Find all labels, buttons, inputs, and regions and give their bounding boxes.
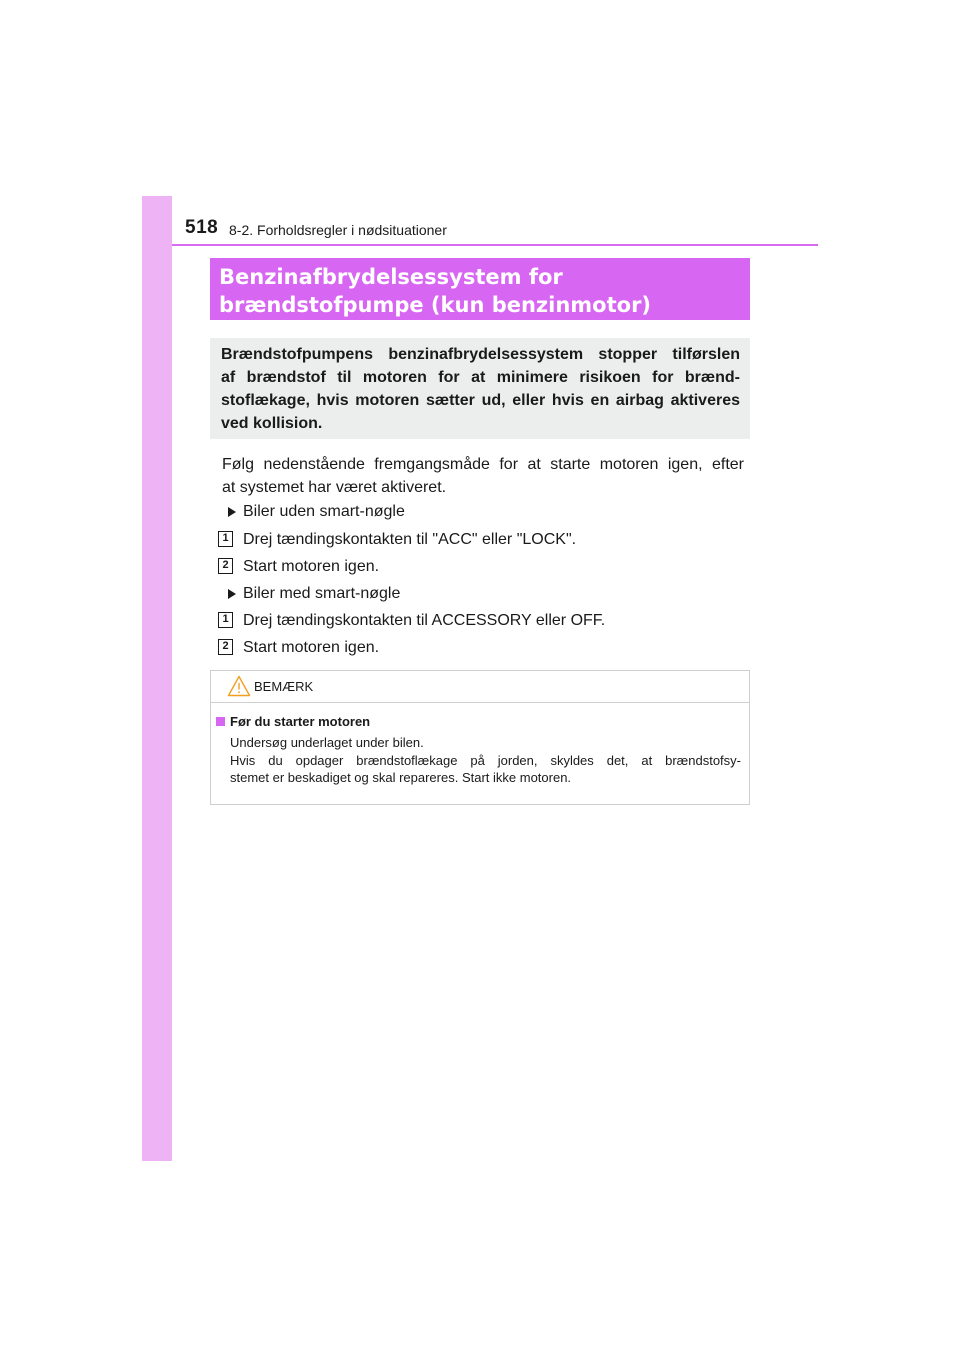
intro-paragraph (222, 453, 744, 499)
summary-line: ved kollision. (221, 415, 323, 432)
step-number-badge: 1 (218, 531, 233, 547)
summary-line: af brændstof til motoren for at minimere risikoen for brænd- (221, 369, 740, 386)
square-bullet-icon (216, 717, 225, 726)
procedure-step (0, 609, 960, 633)
page-number: 518 (185, 217, 219, 238)
notice-body-line: stemet er beskadiget og skal repareres. Start ikke motoren. (230, 770, 572, 785)
notice-title: Før du starter motoren (230, 714, 371, 729)
step-text: Start motoren igen. (243, 639, 380, 656)
triangle-bullet-icon (228, 507, 236, 517)
warning-triangle-icon (227, 675, 251, 697)
summary-line: stoflækage, hvis motoren sætter ud, eller hvis en airbag aktiveres (221, 392, 740, 409)
section-title-line: Benzinafbrydelsessystem for (219, 265, 563, 289)
step-number-badge: 2 (218, 639, 233, 655)
breadcrumb: 8-2. Forholdsregler i nødsituationer (229, 222, 447, 238)
summary-line: Brændstofpumpens benzinafbrydelsessystem stopper tilførslen (221, 346, 740, 363)
section-title-line: brændstofpumpe (kun benzinmotor) (219, 293, 652, 317)
notice-box (210, 670, 750, 805)
triangle-bullet-icon (228, 589, 236, 599)
step-text: Drej tændingskontakten til "ACC" eller "LOCK". (243, 531, 577, 548)
step-number-badge: 2 (218, 558, 233, 574)
step-text: Drej tændingskontakten til ACCESSORY eller OFF. (243, 612, 606, 629)
notice-body-line: Undersøg underlaget under bilen. (230, 735, 424, 750)
procedure-step (0, 636, 960, 660)
procedure-heading-text: Biler med smart-nøgle (243, 585, 401, 602)
step-number-badge: 1 (218, 612, 233, 628)
procedure-heading (0, 582, 960, 606)
intro-line: Følg nedenstående fremgangsmåde for at starte motoren igen, efter (222, 456, 744, 473)
procedure-heading-text: Biler uden smart-nøgle (243, 503, 405, 520)
notice-header (211, 671, 749, 703)
procedure-heading (0, 500, 960, 524)
step-text: Start motoren igen. (243, 558, 380, 575)
procedure-step (0, 528, 960, 552)
chapter-side-tab (142, 196, 172, 1161)
notice-body (230, 734, 741, 787)
notice-body-line: Hvis du opdager brændstoflækage på jorden, skyldes det, at brændstofsy- (230, 752, 741, 768)
header-divider (172, 244, 818, 246)
summary-box (210, 338, 750, 439)
intro-line: at systemet har været aktiveret. (222, 479, 447, 496)
procedure-step (0, 555, 960, 579)
notice-label: BEMÆRK (254, 679, 314, 694)
section-title-banner (210, 258, 750, 320)
